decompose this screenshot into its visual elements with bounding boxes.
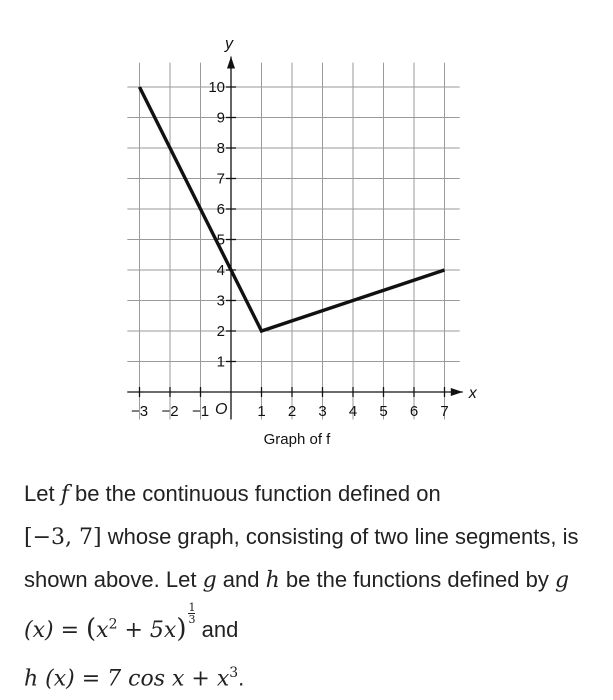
y-tick-label: 3 <box>216 292 225 310</box>
g-inner-5x: + 5x <box>117 618 177 643</box>
text-continuous: be the continuous function defined on <box>68 481 441 506</box>
x-tick-label: 3 <box>318 403 327 420</box>
y-tick-label: 1 <box>216 353 225 371</box>
text-and-2: and <box>195 617 239 642</box>
text-let: Let <box>24 481 61 506</box>
g-definition-lhs: g (x) = <box>24 568 570 643</box>
h-exponent-3: 3 <box>229 665 239 681</box>
x-tick-label: 7 <box>440 403 449 420</box>
h-definition: h (x) = 7 cos x + x <box>24 666 230 692</box>
x-tick-label: 6 <box>409 403 419 420</box>
text-and: and <box>216 567 266 592</box>
g-exponent-one-third: $\frac{1}{3}$ <box>188 601 196 626</box>
tick-labels <box>131 79 449 420</box>
x-tick-label: 5 <box>379 403 388 420</box>
x-tick-label: 1 <box>257 403 266 420</box>
chart-caption: Graph of f <box>263 431 331 448</box>
symbol-f: f <box>60 482 69 507</box>
y-tick-label: 9 <box>216 109 225 127</box>
y-tick-label: 6 <box>216 201 225 218</box>
axes <box>127 57 463 420</box>
interval: [−3, 7] <box>24 525 102 550</box>
symbol-g: g <box>202 568 217 593</box>
x-tick-label: −1 <box>191 403 210 420</box>
y-tick-label: 5 <box>216 231 225 249</box>
text-graph-description: whose graph, consisting of two line segments, is shown above. Let <box>24 524 579 592</box>
x-tick-label: 4 <box>348 403 358 420</box>
y-tick-label: 2 <box>216 323 225 340</box>
origin-label: O <box>215 401 228 418</box>
x-tick-label: −2 <box>161 403 179 420</box>
y-tick-label: 7 <box>216 170 225 188</box>
symbol-h: h <box>265 568 280 593</box>
grid <box>127 63 459 420</box>
x-axis-arrow <box>451 388 463 396</box>
x-axis-label: x <box>468 385 477 402</box>
y-tick-label: 8 <box>216 140 225 157</box>
period: . <box>238 665 245 691</box>
x-tick-label: −3 <box>130 403 149 420</box>
y-tick-label: 10 <box>208 79 225 96</box>
text-functions-defined: be the functions defined by <box>279 567 555 592</box>
g-inner-x: x <box>96 618 109 643</box>
y-axis-label: y <box>225 35 233 53</box>
x-tick-label: 2 <box>287 403 297 420</box>
g-exponent-2: 2 <box>108 616 118 633</box>
y-tick-label: 4 <box>216 262 225 279</box>
y-axis-arrow <box>227 57 235 69</box>
problem-statement: Let f be the continuous function defined on [−3, 7] whose graph, consisting of two line segments, is shown above. Let g and h be the functions defined by g $(x) = (x^2 + 5x)$ $\frac{1}{3}$ and h (x) = 7 $\cos x + x^3$. <box>24 481 579 692</box>
